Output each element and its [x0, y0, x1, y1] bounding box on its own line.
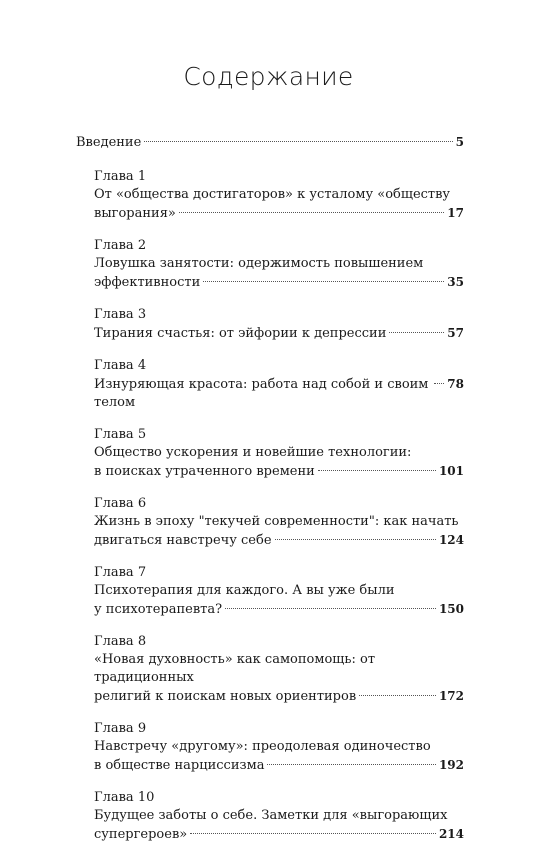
dot-leader: [267, 764, 435, 765]
chapter-title-text: у психотерапевта?: [94, 602, 223, 617]
dot-leader: [144, 141, 452, 142]
chapter-label: Глава 9: [94, 721, 147, 736]
chapter-title-line: Жизнь в эпоху "текучей современности": как начать: [94, 514, 459, 529]
chapter-label: Глава 4: [94, 358, 147, 373]
toc-entry-chapter[interactable]: [94, 789, 464, 844]
page-number: 5: [455, 135, 464, 149]
dot-leader: [179, 212, 444, 213]
chapter-title-last-line: [94, 825, 464, 844]
chapter-title-text: выгорания»: [94, 206, 176, 221]
chapter-title-line: Психотерапия для каждого. А вы уже были: [94, 583, 395, 598]
chapter-title-text: эффективности: [94, 275, 201, 290]
dot-leader: [190, 833, 436, 834]
chapter-title-last-line: [94, 273, 464, 292]
toc-entry-chapter[interactable]: [94, 306, 464, 343]
chapter-title-text: в обществе нарциссизма: [94, 758, 265, 773]
chapter-title-last-line: [94, 600, 464, 619]
dot-leader: [389, 332, 444, 333]
toc-entry-title: Введение: [76, 135, 142, 150]
page-title: Содержание: [183, 62, 354, 91]
toc-entry-chapter[interactable]: [94, 357, 464, 412]
chapter-title-last-line: [94, 204, 464, 223]
chapter-title-last-line: [94, 375, 464, 412]
dot-leader: [434, 383, 444, 384]
toc-entry-chapter[interactable]: [94, 495, 464, 550]
chapter-title-text: Тирания счастья: от эйфории к депрессии: [94, 326, 387, 341]
chapter-title-line: Ловушка занятости: одержимость повышением: [94, 256, 424, 271]
chapter-title-last-line: [94, 687, 464, 706]
page-number: 192: [438, 758, 464, 772]
chapter-title-last-line: [94, 462, 464, 481]
toc-entry-chapter[interactable]: [94, 168, 464, 223]
chapter-title-text: супергероев»: [94, 827, 188, 842]
toc-entry-chapter[interactable]: [94, 633, 464, 706]
chapter-label: Глава 7: [94, 565, 147, 580]
chapter-title-text: двигаться навстречу себе: [94, 533, 272, 548]
page-number: 35: [447, 275, 464, 289]
page-number: 124: [438, 533, 464, 547]
chapter-label: Глава 5: [94, 427, 147, 442]
chapter-title-text: в поисках утраченного времени: [94, 464, 315, 479]
page-number: 57: [447, 326, 464, 340]
dot-leader: [359, 695, 436, 696]
chapter-title-line: Общество ускорения и новейшие технологии:: [94, 445, 412, 460]
chapter-title-text: религий к поискам новых ориентиров: [94, 689, 357, 704]
chapter-label: Глава 6: [94, 496, 147, 511]
dot-leader: [318, 470, 436, 471]
chapter-title-line: Навстречу «другому»: преодолевая одиночество: [94, 739, 431, 754]
chapter-label: Глава 1: [94, 169, 147, 184]
chapter-list: [76, 168, 464, 844]
toc-entry-intro[interactable]: [76, 133, 464, 152]
page-number: 78: [447, 377, 464, 391]
chapter-title-line: Будущее заботы о себе. Заметки для «выгорающих: [94, 808, 448, 823]
toc-entry-chapter[interactable]: [94, 720, 464, 775]
chapter-title-last-line: [94, 324, 464, 343]
dot-leader: [275, 539, 436, 540]
table-of-contents: [76, 133, 464, 858]
toc-entry-chapter[interactable]: [94, 564, 464, 619]
page-number: 17: [447, 206, 464, 220]
chapter-label: Глава 10: [94, 790, 155, 805]
page-number: 214: [438, 827, 464, 841]
page-number: 172: [438, 689, 464, 703]
toc-entry-chapter[interactable]: [94, 237, 464, 292]
page-number: 150: [438, 602, 464, 616]
chapter-title-last-line: [94, 756, 464, 775]
chapter-label: Глава 2: [94, 238, 147, 253]
page-number: 101: [438, 464, 464, 478]
dot-leader: [225, 608, 436, 609]
toc-entry-chapter[interactable]: [94, 426, 464, 481]
chapter-title-line: От «общества достигаторов» к усталому «обществу: [94, 187, 451, 202]
chapter-title-last-line: [94, 531, 464, 550]
dot-leader: [203, 281, 444, 282]
chapter-title-line: «Новая духовность» как самопомощь: от традиционных: [94, 652, 376, 685]
chapter-title-text: Изнуряющая красота: работа над собой и своим телом: [94, 377, 429, 410]
chapter-label: Глава 3: [94, 307, 147, 322]
chapter-label: Глава 8: [94, 634, 147, 649]
